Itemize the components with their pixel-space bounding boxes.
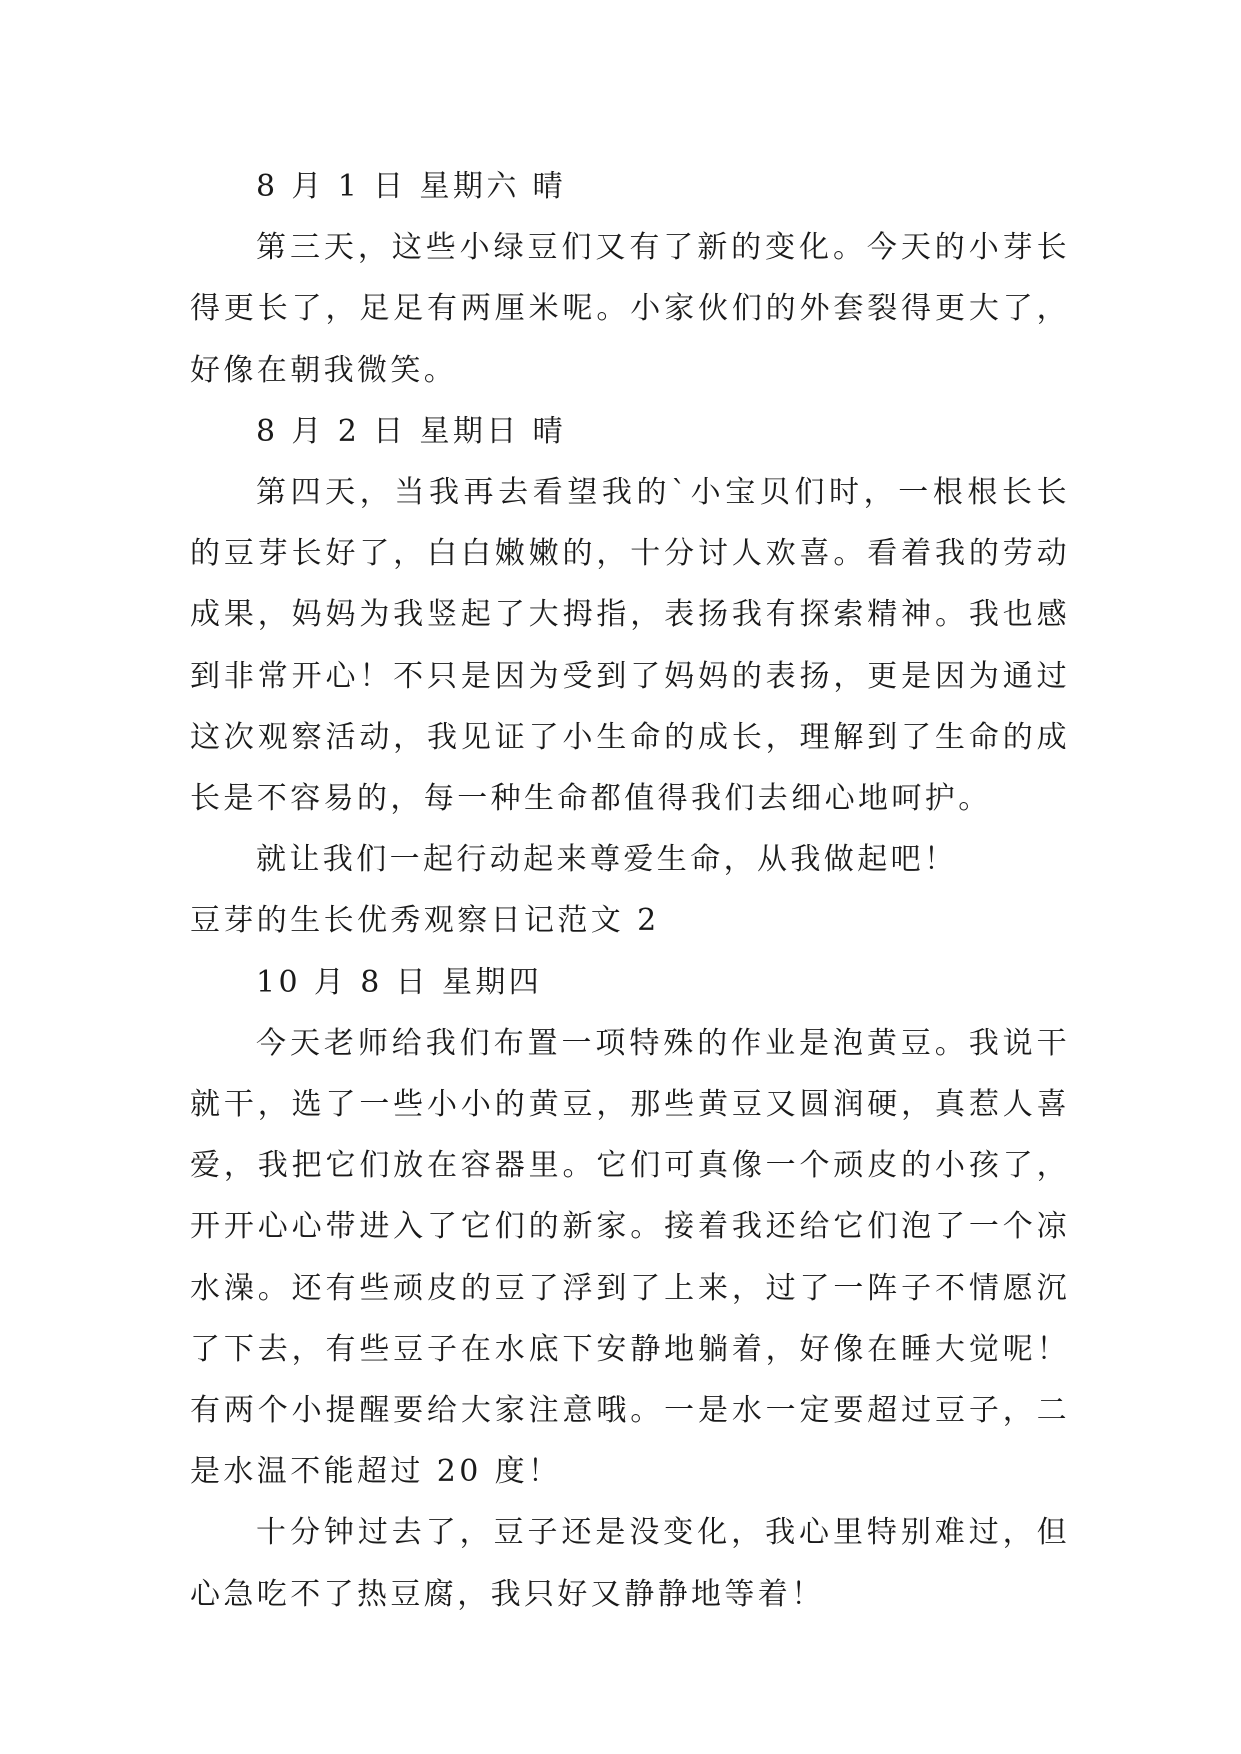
body-paragraph: 就让我们一起行动起来尊爱生命，从我做起吧！ [256,842,958,878]
body-paragraph: 十分钟过去了，豆子还是没变化，我心里特别难过，但心急吃不了热豆腐，我只好又静静地等着！ [190,1515,1070,1612]
document-body [190,156,1070,1625]
body-paragraph: 第三天，这些小绿豆们又有了新的变化。今天的小芽长得更长了，足足有两厘米呢。小家伙们的外套裂得更大了，好像在朝我微笑。 [190,230,1070,388]
body-paragraph: 今天老师给我们布置一项特殊的作业是泡黄豆。我说干就干，选了一些小小的黄豆，那些黄豆又圆润硬，真惹人喜爱，我把它们放在容器里。它们可真像一个顽皮的小孩了，开开心心带进入了它们的新家。接着我还给它们泡了一个凉水澡。还有些顽皮的豆了浮到了上来，过了一阵子不情愿沉了下去，有些豆子在水底下安静地躺着，好像在睡大觉呢！有两个小提醒要给大家注意哦。一是水一定要超过豆子，二是水温不能超过 20 度！ [190,1025,1070,1490]
date-line: 8 月 2 日 星期日 晴 [256,413,567,449]
section-title: 豆芽的生长优秀观察日记范文 2 [190,903,660,939]
date-line: 8 月 1 日 星期六 晴 [256,169,567,204]
date-line: 10 月 8 日 星期四 [256,964,543,1000]
body-paragraph: 第四天，当我再去看望我的`小宝贝们时，一根根长长的豆芽长好了，白白嫩嫩的，十分讨人欢喜。看着我的劳动成果，妈妈为我竖起了大拇指，表扬我有探索精神。我也感到非常开心！不只是因为受到了妈妈的表扬，更是因为通过这次观察活动，我见证了小生命的成长，理解到了生命的成长是不容易的，每一种生命都值得我们去细心地呵护。 [190,475,1070,817]
